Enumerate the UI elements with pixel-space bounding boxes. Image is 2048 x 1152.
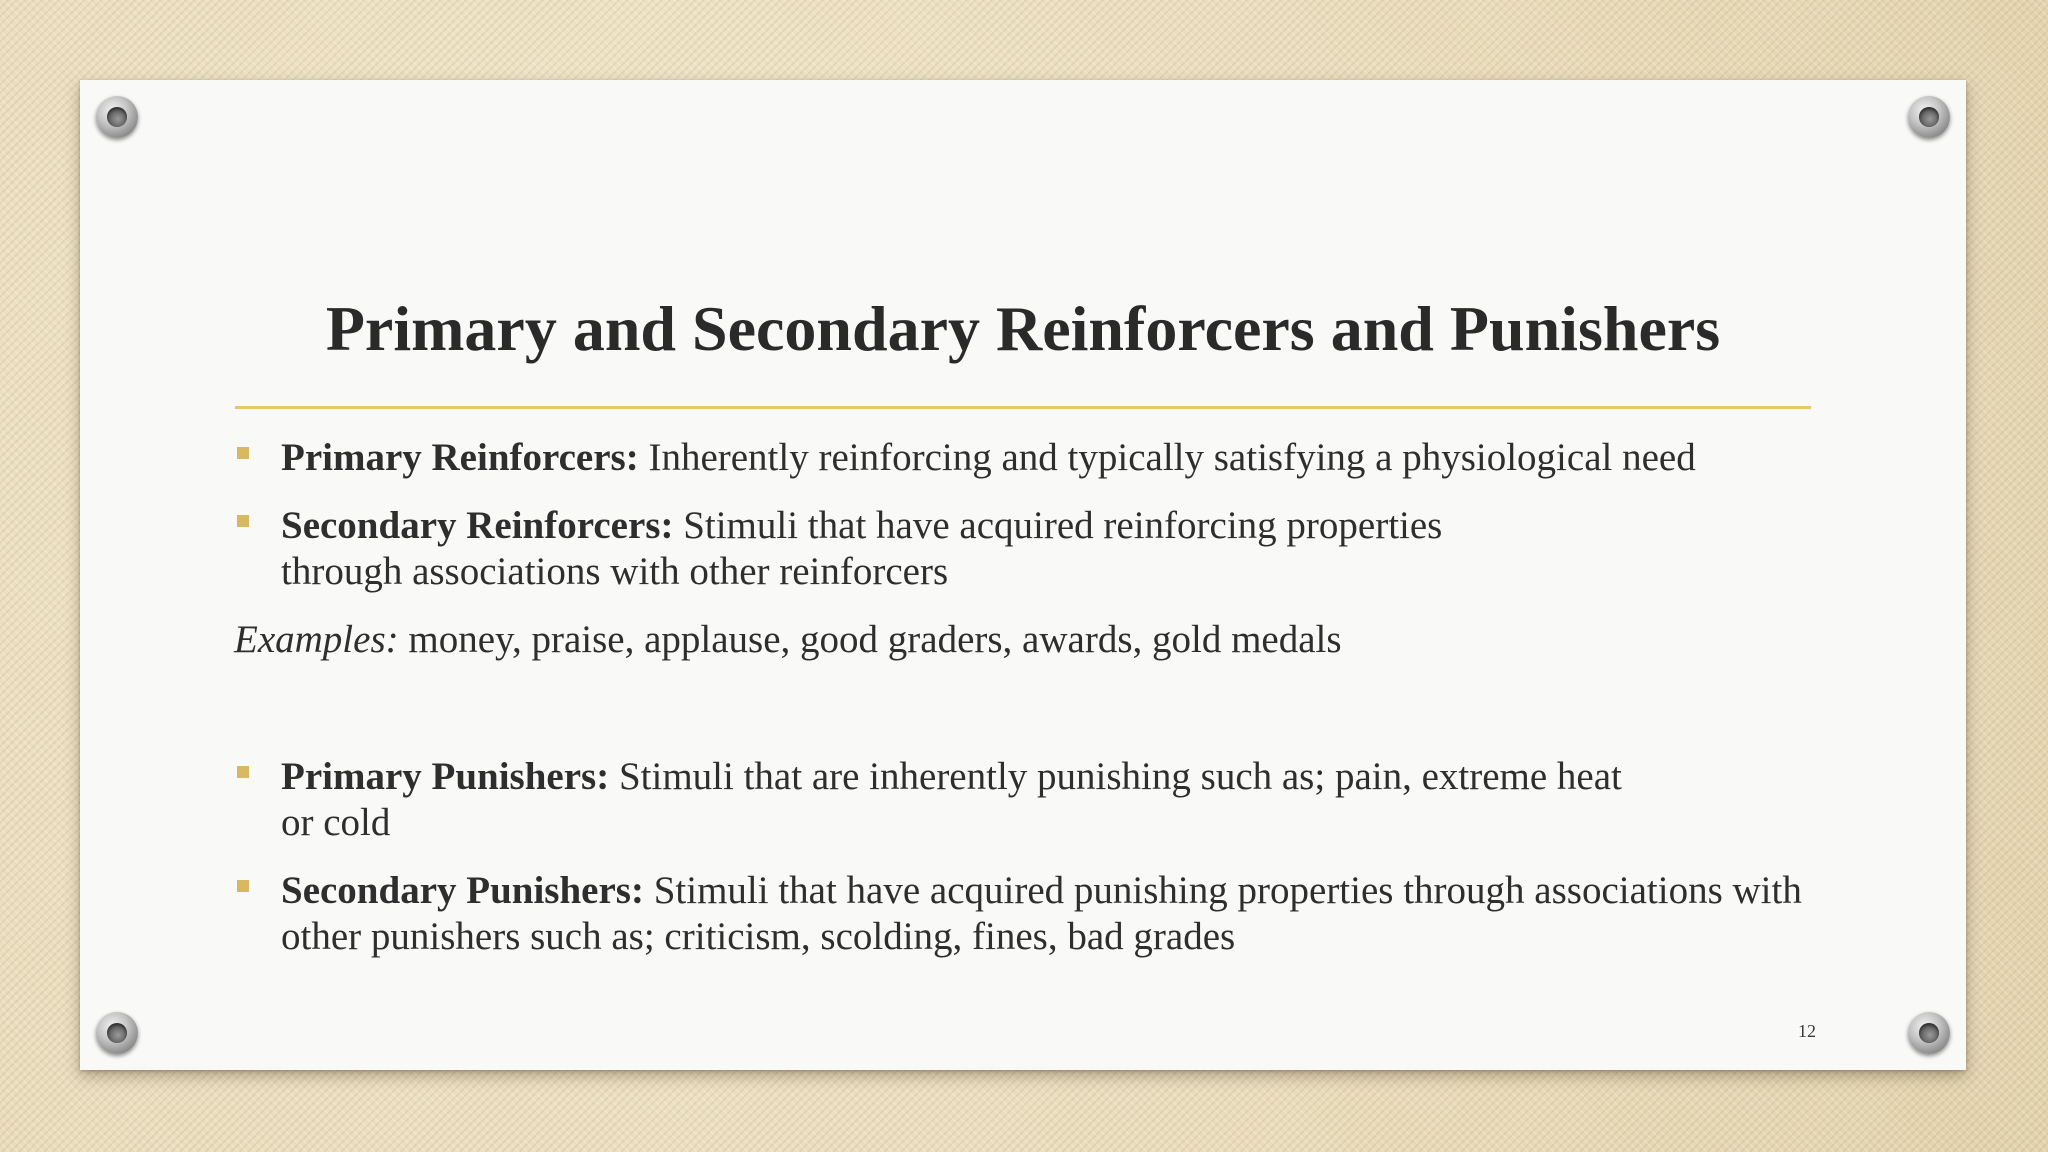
square-bullet-icon (237, 766, 249, 778)
examples-label: Examples: (234, 618, 399, 661)
bullet-label: Secondary Punishers: (281, 869, 644, 912)
bullet-text: Stimuli that have acquired punishing properties through associations with other punishers such as; criticism, scolding, fines, bad grades (281, 869, 1802, 958)
examples-text: money, praise, applause, good graders, awards, gold medals (398, 618, 1342, 661)
grommet-icon (1908, 96, 1950, 138)
title-divider (235, 406, 1811, 409)
bullet-text: Stimuli that are inherently punishing such as; pain, extreme heat or cold (281, 755, 1622, 844)
bullet-text: Stimuli that have acquired reinforcing properties through associations with other reinforcers (281, 504, 1443, 593)
bullet-primary-punishers (234, 754, 1834, 846)
grommet-icon (96, 1012, 138, 1054)
bullet-secondary-reinforcers (234, 503, 1834, 595)
bullet-label: Primary Reinforcers: (281, 436, 639, 479)
page-number: 12 (1798, 1021, 1816, 1041)
bullet-secondary-punishers (234, 868, 1834, 960)
examples-line (234, 617, 1834, 663)
bullet-label: Primary Punishers: (281, 755, 610, 798)
square-bullet-icon (237, 515, 249, 527)
bullet-text: Inherently reinforcing and typically satisfying a physiological need (638, 436, 1696, 479)
square-bullet-icon (237, 447, 249, 459)
grommet-icon (1908, 1012, 1950, 1054)
grommet-icon (96, 96, 138, 138)
bullet-primary-reinforcers (234, 435, 1834, 481)
bullet-label: Secondary Reinforcers: (281, 504, 674, 547)
slide (80, 80, 1966, 1070)
slide-content (234, 435, 1834, 960)
slide-title: Primary and Secondary Reinforcers and Punishers (325, 293, 1721, 364)
square-bullet-icon (237, 880, 249, 892)
